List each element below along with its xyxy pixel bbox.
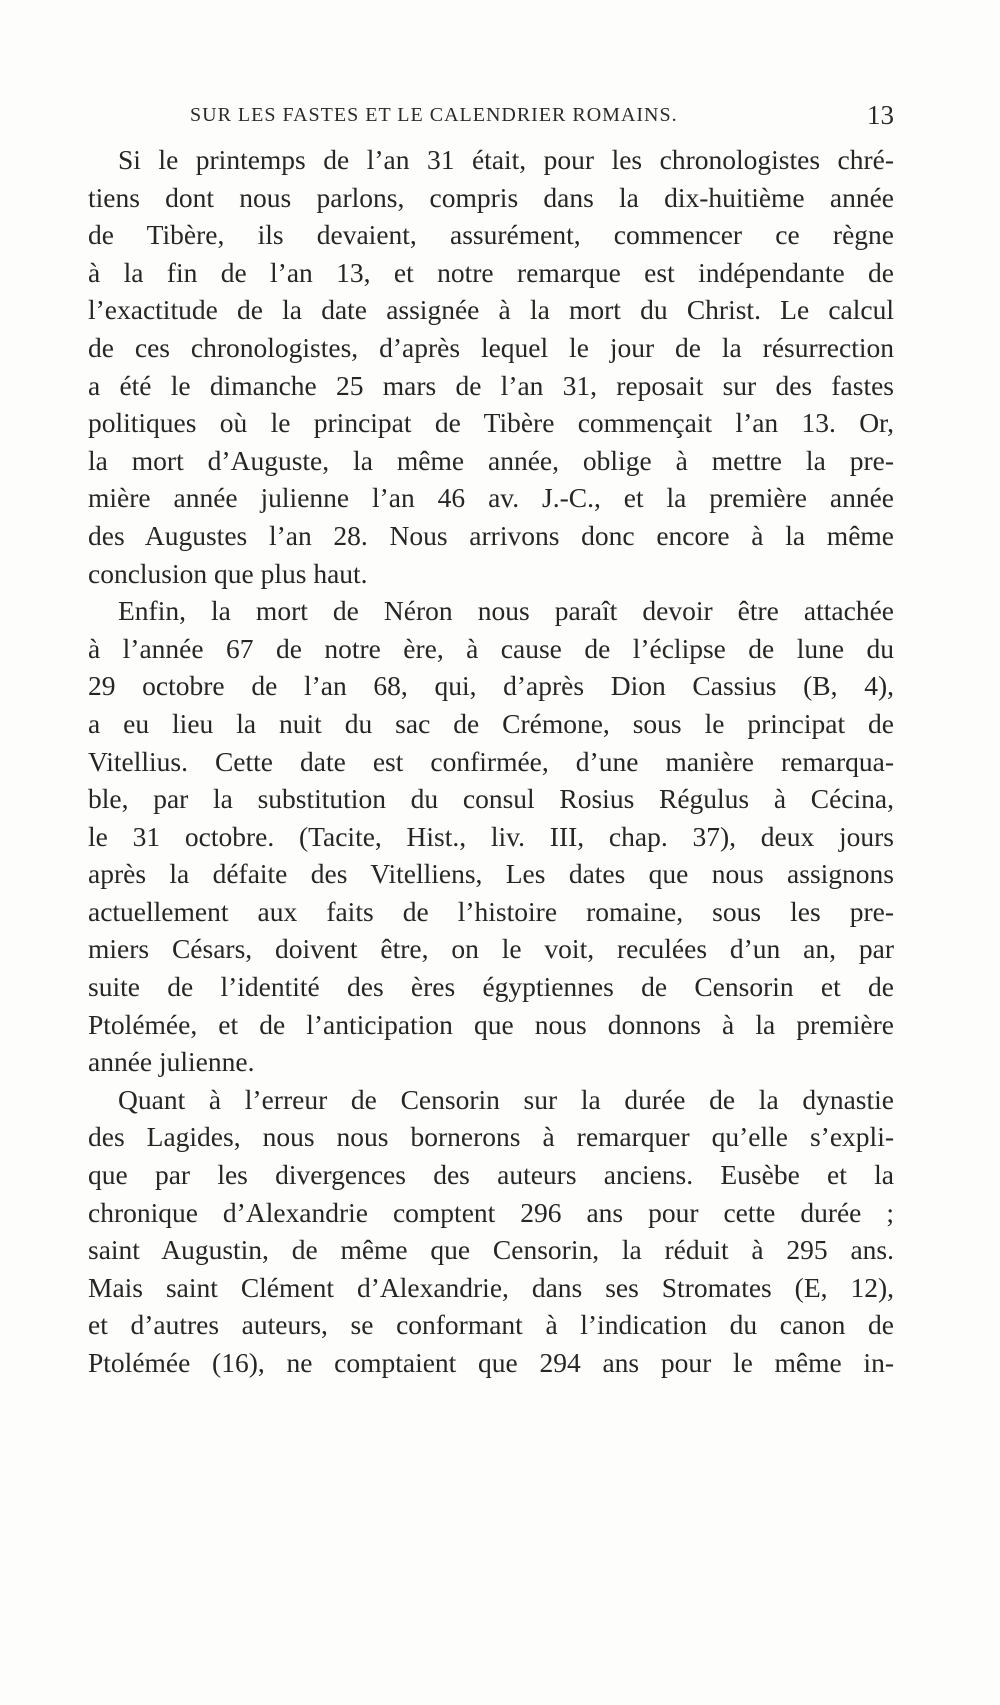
text-line: miers Césars, doivent être, on le voit, reculées d’un an, par: [88, 933, 894, 965]
text-line: a eu lieu la nuit du sac de Crémone, sous le principat de: [88, 707, 894, 739]
page-number: 13: [867, 100, 894, 130]
text-line: que par les divergences des auteurs anciens. Eusèbe et la: [88, 1159, 894, 1191]
text-line: Si le printemps de l’an 31 était, pour les chronologistes chré-: [118, 144, 894, 175]
text-line: 29 octobre de l’an 68, qui, d’après Dion Cassius (B, 4),: [88, 670, 894, 702]
text-line: Mais saint Clément d’Alexandrie, dans ses Stromates (E, 12),: [88, 1271, 894, 1303]
text-line: Ptolémée, et de l’anticipation que nous donnons à la première: [88, 1008, 894, 1040]
text-line: année julienne.: [88, 1046, 255, 1078]
running-head: [88, 100, 894, 134]
text-line: à la fin de l’an 13, et notre remarque est indépendante de: [88, 256, 894, 288]
text-line: et d’autres auteurs, se conformant à l’indication du canon de: [88, 1309, 894, 1341]
text-line: mière année julienne l’an 46 av. J.-C., et la première année: [88, 482, 894, 514]
text-line: actuellement aux faits de l’histoire romaine, sous les pre-: [88, 895, 894, 927]
text-line: l’exactitude de la date assignée à la mort du Christ. Le calcul: [88, 294, 894, 326]
text-line: le 31 octobre. (Tacite, Hist., liv. III, chap. 37), deux jours: [88, 820, 894, 852]
text-line: après la défaite des Vitelliens, Les dates que nous assignons: [88, 858, 894, 890]
text-line: des Lagides, nous nous bornerons à remarquer qu’elle s’expli-: [88, 1121, 894, 1153]
text-line: saint Augustin, de même que Censorin, la réduit à 295 ans.: [88, 1234, 894, 1266]
text-line: Ptolémée (16), ne comptaient que 294 ans pour le même in-: [88, 1347, 894, 1378]
body-text: [88, 141, 894, 1382]
text-line: à l’année 67 de notre ère, à cause de l’éclipse de lune du: [88, 632, 894, 664]
text-line: tiens dont nous parlons, compris dans la dix-huitième année: [88, 181, 894, 213]
text-line: chronique d’Alexandrie comptent 296 ans pour cette durée ;: [88, 1196, 894, 1228]
text-line: Vitellius. Cette date est confirmée, d’une manière remarqua-: [88, 745, 894, 777]
text-line: Enfin, la mort de Néron nous paraît devoir être attachée: [118, 595, 894, 627]
text-line: de Tibère, ils devaient, assurément, commencer ce règne: [88, 219, 894, 251]
running-title: SUR LES FASTES ET LE CALENDRIER ROMAINS.: [190, 104, 678, 126]
text-line: politiques où le principat de Tibère commençait l’an 13. Or,: [88, 407, 894, 439]
text-line: conclusion que plus haut.: [88, 557, 368, 589]
text-line: de ces chronologistes, d’après lequel le jour de la résurrection: [88, 331, 894, 363]
text-line: Quant à l’erreur de Censorin sur la durée de la dynastie: [118, 1083, 894, 1115]
text-line: suite de l’identité des ères égyptiennes de Censorin et de: [88, 971, 894, 1003]
text-line: a été le dimanche 25 mars de l’an 31, reposait sur des fastes: [88, 369, 894, 401]
text-line: des Augustes l’an 28. Nous arrivons donc encore à la même: [88, 519, 894, 551]
text-line: ble, par la substitution du consul Rosius Régulus à Cécina,: [88, 783, 894, 815]
text-line: la mort d’Auguste, la même année, oblige à mettre la pre-: [88, 444, 894, 476]
